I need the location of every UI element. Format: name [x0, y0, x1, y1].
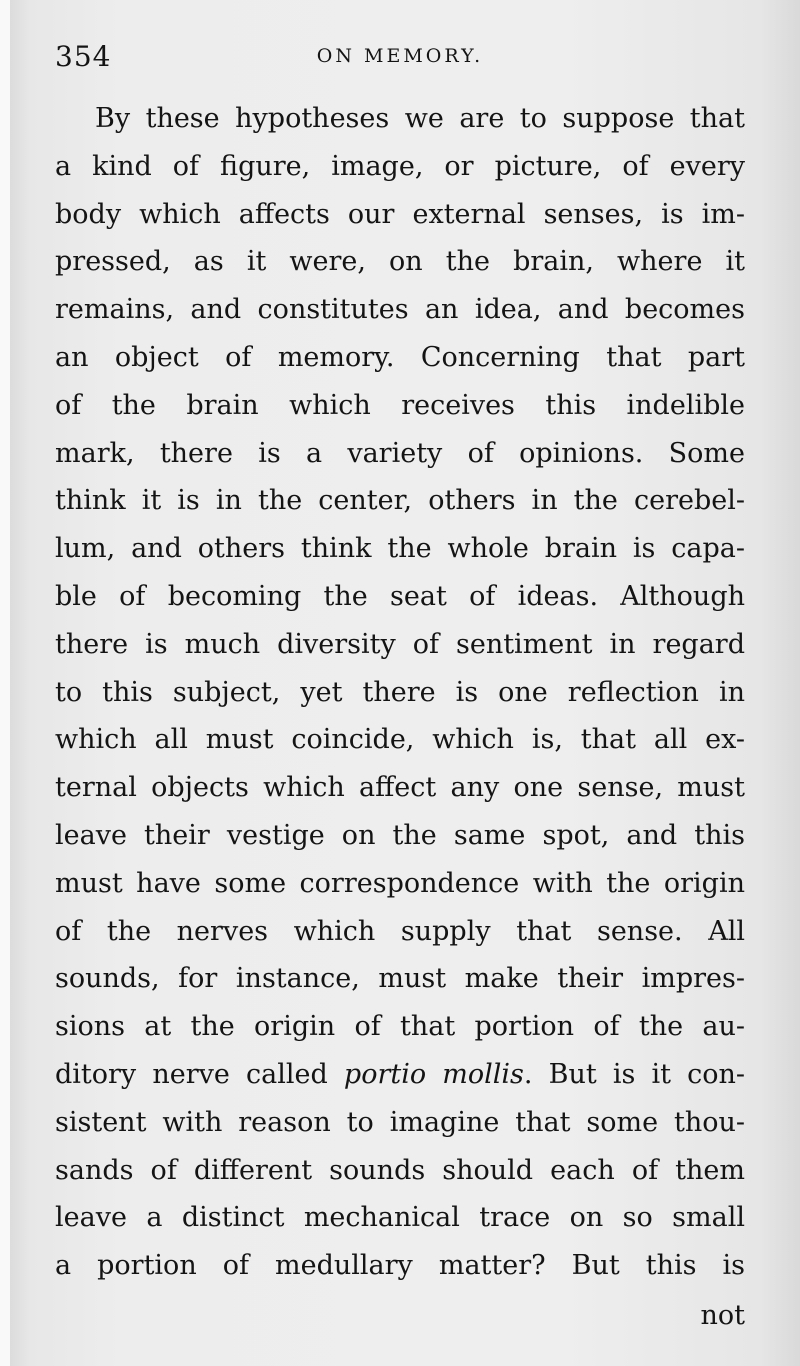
text-line: sands of different sounds should each of them — [55, 1154, 745, 1186]
page-header — [55, 40, 745, 80]
text-line: By these hypotheses we are to suppose that — [95, 103, 745, 134]
text-line: there is much diversity of sentiment in regard — [55, 628, 745, 660]
text-line: of the nerves which supply that sense. All — [55, 915, 745, 947]
text-line: remains, and constitutes an idea, and becomes — [55, 294, 745, 326]
text-line: mark, there is a variety of opinions. Some — [55, 437, 745, 469]
text-line: pressed, as it were, on the brain, where it — [55, 246, 745, 278]
running-head: ON MEMORY. — [316, 45, 484, 67]
page-edge — [0, 0, 10, 1366]
text-line: of the brain which receives this indelible — [55, 389, 745, 421]
italic-term: portio mollis — [343, 1058, 524, 1090]
page-number: 354 — [55, 40, 112, 73]
text-line: sions at the origin of that portion of the au- — [55, 1011, 745, 1043]
catchword: not — [700, 1300, 745, 1331]
text-line: an object of memory. Concerning that part — [55, 341, 745, 373]
text-line: leave a distinct mechanical trace on so small — [55, 1202, 745, 1234]
body-text — [55, 95, 745, 1290]
text-line: lum, and others think the whole brain is capa- — [55, 533, 745, 565]
text-line: ditory nerve called portio mollis. But is it con- — [55, 1058, 746, 1090]
page-footer — [55, 1300, 745, 1340]
text-line: sounds, for instance, must make their impres- — [55, 963, 745, 995]
text-line: leave their vestige on the same spot, and this — [55, 819, 745, 851]
text-line: a portion of medullary matter? But this is — [55, 1250, 745, 1282]
text-line: ternal objects which affect any one sense, must — [55, 772, 745, 804]
text-line: think it is in the center, others in the cerebel- — [55, 485, 745, 517]
text-line: which all must coincide, which is, that all ex- — [55, 724, 745, 756]
text-line: a kind of figure, image, or picture, of every — [55, 150, 745, 182]
text-line: sistent with reason to imagine that some thou- — [55, 1106, 745, 1138]
text-line: ble of becoming the seat of ideas. Although — [55, 580, 745, 612]
text-line: body which affects our external senses, is im- — [55, 198, 745, 230]
text-line: to this subject, yet there is one reflection in — [55, 676, 745, 708]
text-line: must have some correspondence with the origin — [55, 867, 745, 899]
